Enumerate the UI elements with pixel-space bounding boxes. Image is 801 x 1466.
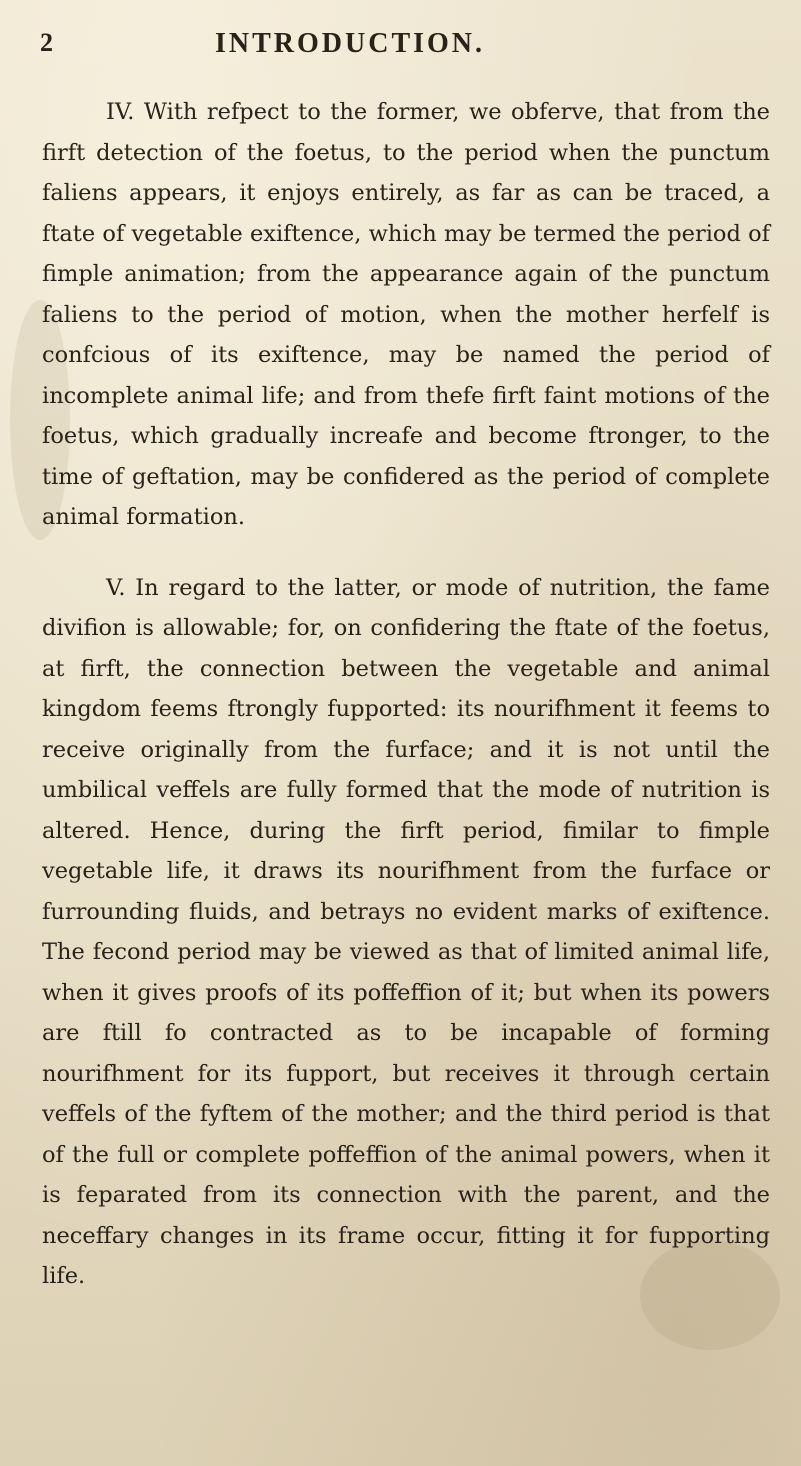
paragraph-v: V. In regard to the latter, or mode of nutrition, the fame divifion is allowable; for, on confidering the ftate of the foetus, at firft, the connection between the vegetable and animal kingdom feems ftrongly fupported: its nourifhment it feems to receive originally from the furface; and it is not until the umbilical veffels are fully formed that the mode of nutrition is altered. Hence, during the firft period, fimilar to fimple vegetable life, it draws its nourifhment from the furface or furrounding fluids, and betrays no evident marks of exiftence. The fecond period may be viewed as that of limited animal life, when it gives proofs of its poffeffion of it; but when its powers are ftill fo contracted as to be incapable of forming nourifhment for its fupport, but receives it through certain veffels of the fyftem of the mother; and the third period is that of the full or complete poffeffion of the animal powers, when it is feparated from its connection with the parent, and the neceffary changes in its frame occur, fitting it for fupporting life. [42,574,770,1289]
running-head [40,28,760,68]
running-title: INTRODUCTION. [215,28,486,59]
body-text [42,92,770,1297]
paragraph-iv: IV. With refpect to the former, we obferve, that from the firft detection of the foetus, to the period when the punctum faliens appears, it enjoys entirely, as far as can be traced, a ftate of vegetable exiftence, which may be termed the period of fimple animation; from the appearance again of the punctum faliens to the period of motion, when the mother herfelf is confcious of its exiftence, may be named the period of incomplete animal life; and from thefe firft faint motions of the foetus, which gradually increafe and become ftronger, to the time of geftation, may be confidered as the period of complete animal formation. [42,99,770,530]
page-number: 2 [40,28,53,57]
